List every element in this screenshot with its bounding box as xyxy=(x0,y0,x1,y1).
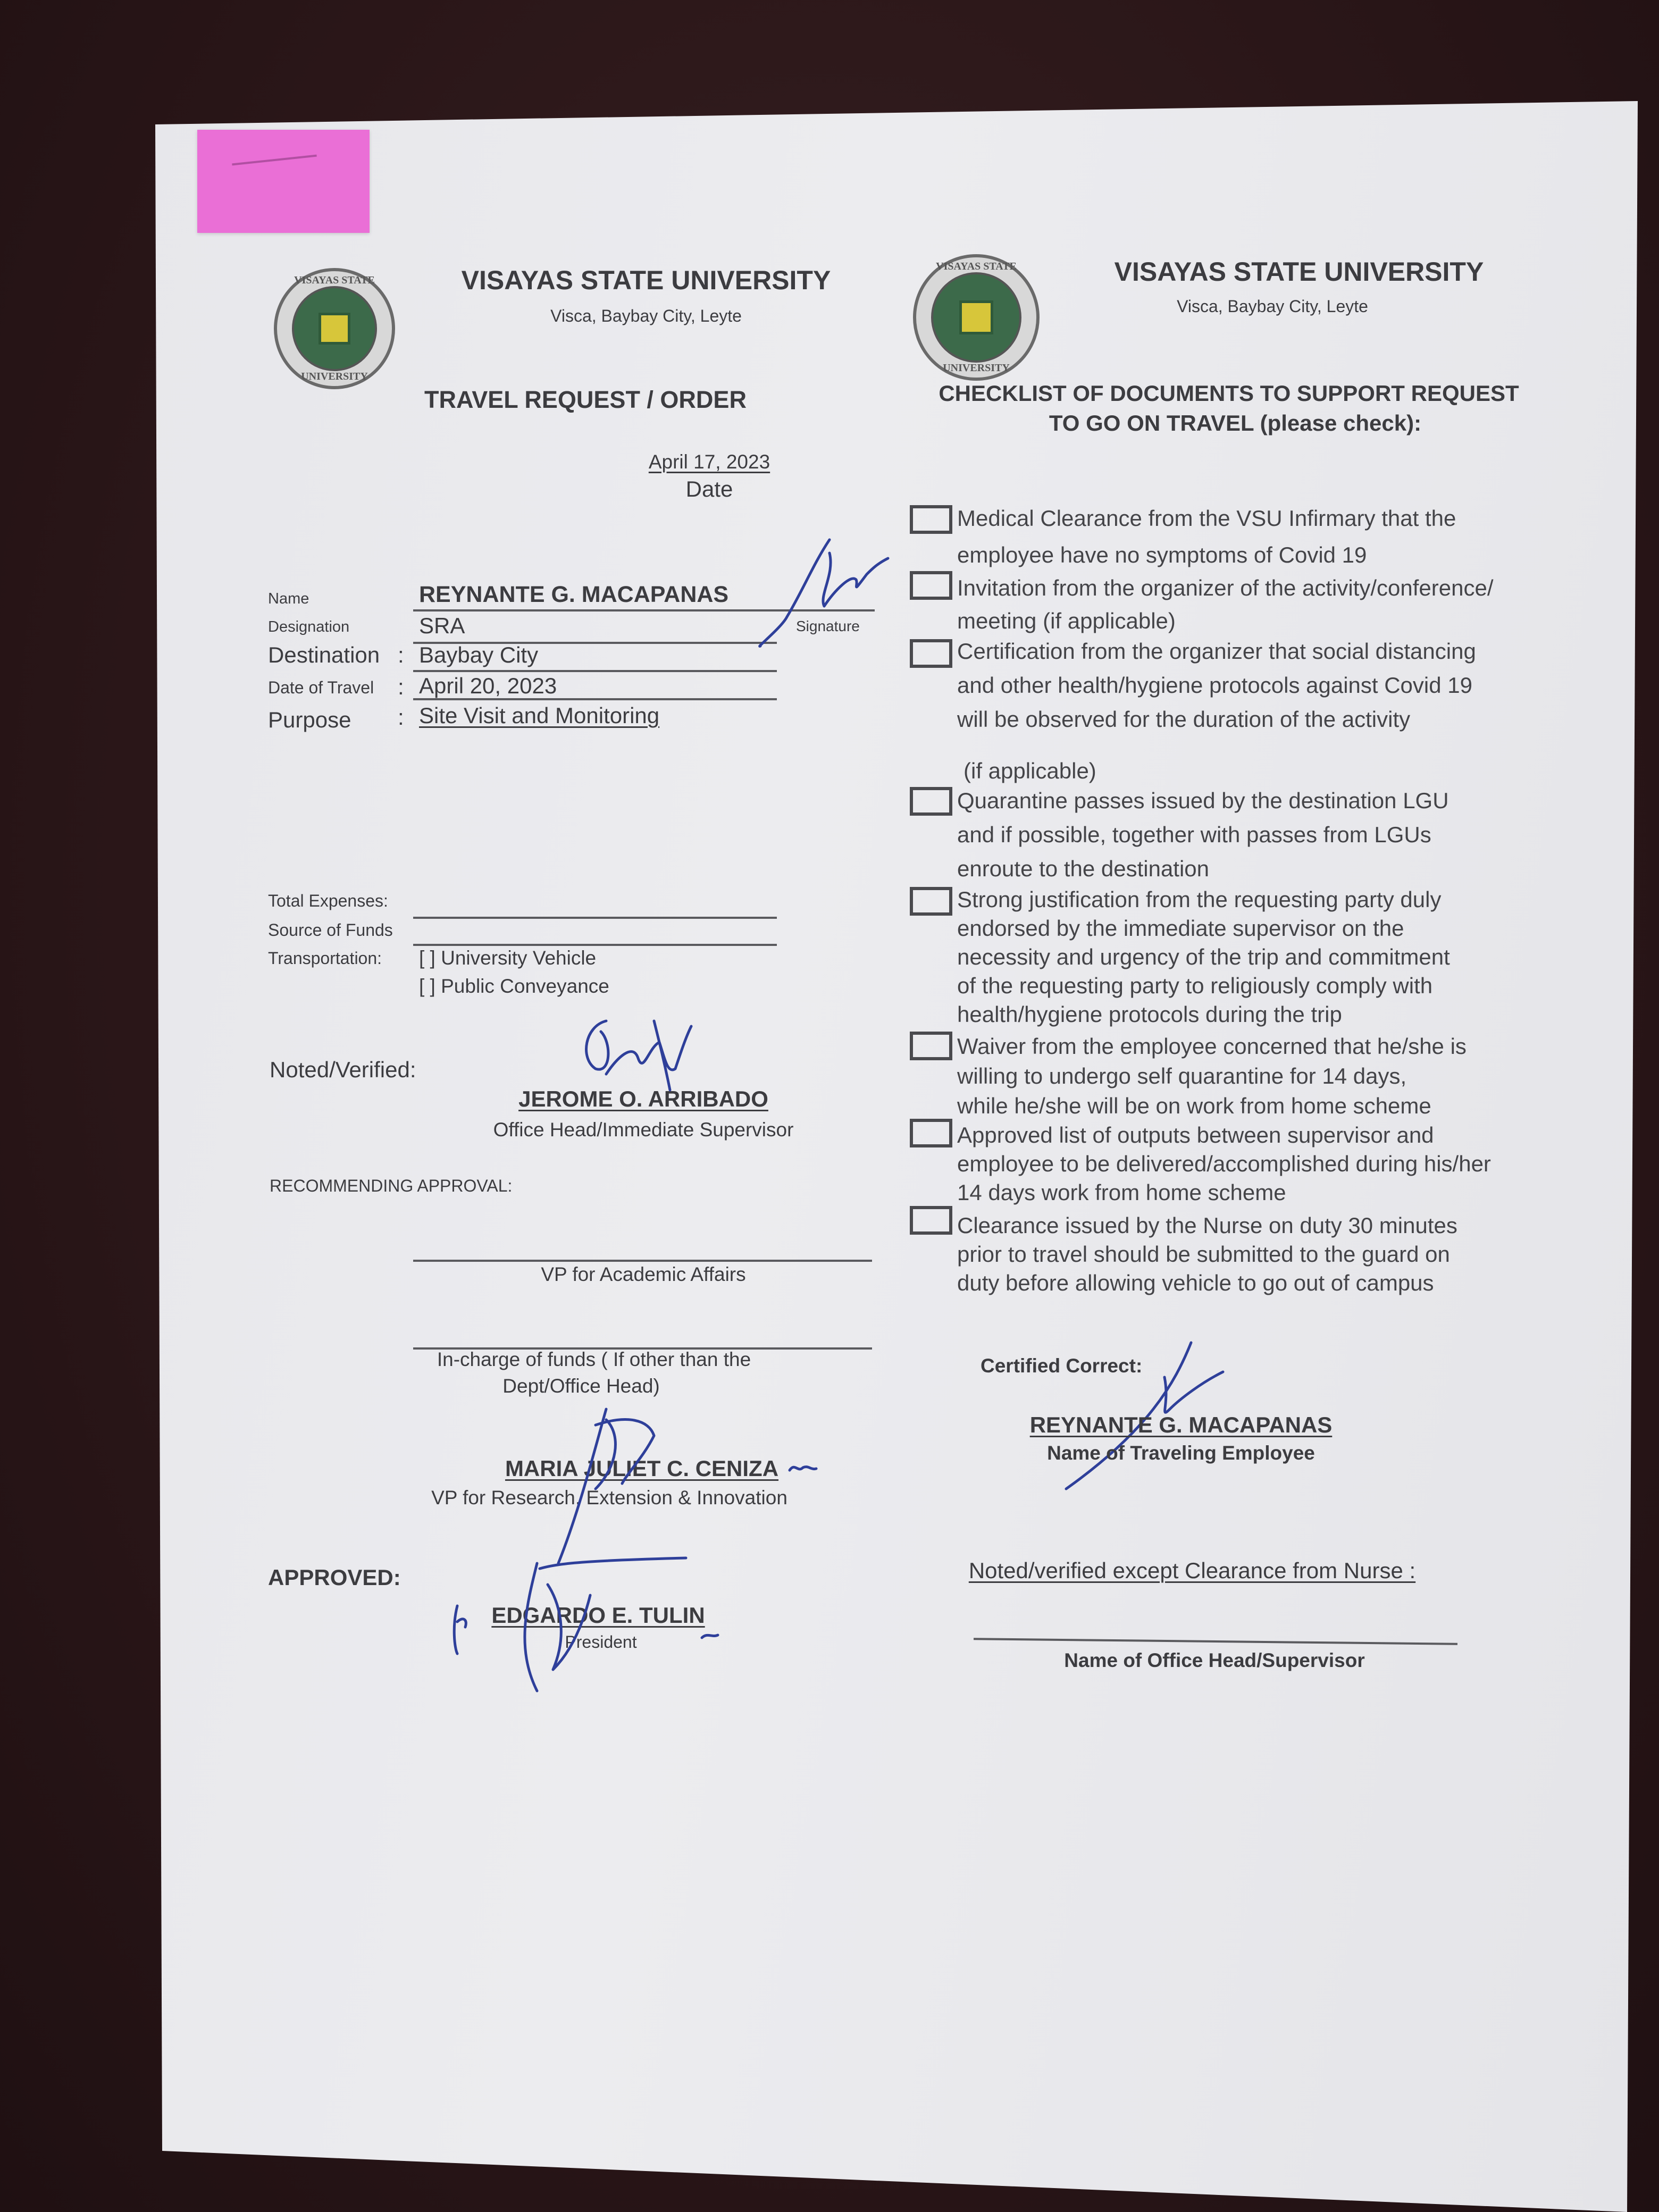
seal-text: VISAYAS STATE xyxy=(294,274,375,286)
designation-label: Designation xyxy=(268,618,350,635)
total-expenses-label: Total Expenses: xyxy=(268,891,388,910)
vp-research-signature xyxy=(542,1404,713,1574)
president-title: President xyxy=(565,1632,637,1652)
office-head-caption: Name of Office Head/Supervisor xyxy=(1064,1649,1365,1671)
incharge-funds-title-2: Dept/Office Head) xyxy=(502,1375,660,1397)
checklist-checkbox-certification[interactable] xyxy=(910,639,952,668)
seal-text: VISAYAS STATE xyxy=(936,261,1017,272)
checklist-title-2: TO GO ON TRAVEL (please check): xyxy=(1049,410,1422,435)
purpose-value: Site Visit and Monitoring xyxy=(419,703,660,728)
vp-research-title: VP for Research, Extension & Innovation xyxy=(431,1487,787,1509)
checklist-checkbox-medical-clearance[interactable] xyxy=(910,505,952,534)
date-of-travel-line xyxy=(413,698,777,700)
checklist-item-certification: Certification from the organizer that social distancing and other health/hygiene protocols against Covid 19 will be observed for the duration of the activity xyxy=(957,639,1476,732)
checklist-title: CHECKLIST OF DOCUMENTS TO SUPPORT REQUEST xyxy=(939,381,1519,406)
signature-label: Signature xyxy=(796,618,860,634)
checklist-checkbox-nurse-clearance[interactable] xyxy=(910,1206,952,1235)
name-value: REYNANTE G. MACAPANAS xyxy=(419,582,729,607)
seal-text: UNIVERSITY xyxy=(301,371,368,382)
certified-correct-label: Certified Correct: xyxy=(981,1355,1143,1377)
destination-label: Destination xyxy=(268,642,380,667)
recommending-approval-label: RECOMMENDING APPROVAL: xyxy=(270,1176,513,1195)
checklist-item-quarantine-passes: Quarantine passes issued by the destination LGU and if possible, together with passes from LGUs enroute to the destination xyxy=(957,788,1449,881)
total-expenses-line xyxy=(413,917,777,919)
checklist-item-certification-note: (if applicable) xyxy=(963,758,1096,783)
noted-verified-label: Noted/Verified: xyxy=(270,1057,416,1082)
date-label: Date xyxy=(685,476,733,501)
source-of-funds-label: Source of Funds xyxy=(268,920,393,940)
destination-line xyxy=(413,670,777,672)
checklist-checkbox-waiver[interactable] xyxy=(910,1032,952,1060)
seal-text: UNIVERSITY xyxy=(943,362,1010,374)
vp-academic-title: VP for Academic Affairs xyxy=(541,1263,746,1285)
colon: : xyxy=(398,705,404,730)
supervisor-name: JEROME O. ARRIBADO xyxy=(518,1086,768,1111)
checklist-checkbox-invitation[interactable] xyxy=(910,571,952,600)
checklist-item-waiver: Waiver from the employee concerned that he/she is willing to undergo self quarantine for 14 days, while he/she will be on work from home scheme xyxy=(957,1034,1467,1118)
date-of-travel-value: April 20, 2023 xyxy=(419,673,557,698)
source-of-funds-line xyxy=(413,944,777,946)
president-name: EDGARDO E. TULIN xyxy=(491,1603,705,1628)
date-of-travel-label: Date of Travel xyxy=(268,678,374,697)
checklist-item-justification: Strong justification from the requesting party duly endorsed by the immediate supervisor on the necessity and urgency of the trip and commitment of the requesting party to religiously comply with health/hygiene protocols during the trip xyxy=(957,887,1450,1027)
designation-value: SRA xyxy=(419,613,465,638)
colon: : xyxy=(398,674,404,699)
university-name-left: VISAYAS STATE UNIVERSITY xyxy=(461,265,831,295)
president-signature xyxy=(447,1553,744,1707)
checklist-item-invitation: Invitation from the organizer of the activity/conference/ meeting (if applicable) xyxy=(957,575,1494,633)
university-address-right: Visca, Baybay City, Leyte xyxy=(1177,297,1368,316)
checklist-item-medical-clearance: Medical Clearance from the VSU Infirmary that the employee have no symptoms of Covid 19 xyxy=(957,506,1456,567)
checklist-checkbox-approved-outputs[interactable] xyxy=(910,1119,952,1147)
university-address-left: Visca, Baybay City, Leyte xyxy=(550,306,742,325)
transport-option-public-conveyance[interactable]: [ ] Public Conveyance xyxy=(419,975,609,997)
supervisor-signature xyxy=(574,1010,713,1101)
name-label: Name xyxy=(268,590,309,607)
traveling-employee-name: REYNANTE G. MACAPANAS xyxy=(1029,1412,1333,1437)
noted-except-label: Noted/verified except Clearance from Nurse : xyxy=(968,1558,1416,1583)
university-name-right: VISAYAS STATE UNIVERSITY xyxy=(1114,257,1484,287)
checklist-checkbox-quarantine-passes[interactable] xyxy=(910,787,952,816)
checklist-item-nurse-clearance: Clearance issued by the Nurse on duty 30 minutes prior to travel should be submitted to the guard on duty before allowing vehicle to go out of campus xyxy=(957,1213,1457,1295)
university-seal-right xyxy=(913,254,1040,381)
incharge-funds-title: In-charge of funds ( If other than the xyxy=(437,1348,751,1370)
checklist-item-approved-outputs: Approved list of outputs between supervisor and employee to be delivered/accomplished during his/her 14 days work from home scheme xyxy=(957,1122,1491,1205)
purpose-label: Purpose xyxy=(268,707,351,732)
traveling-employee-caption: Name of Traveling Employee xyxy=(1047,1442,1315,1464)
request-date: April 17, 2023 xyxy=(648,451,770,473)
approved-label: APPROVED: xyxy=(268,1565,401,1590)
checklist-checkbox-justification[interactable] xyxy=(910,887,952,916)
form-title: TRAVEL REQUEST / ORDER xyxy=(424,386,747,413)
sticky-note xyxy=(197,130,370,233)
initial-mark xyxy=(787,1457,830,1478)
vp-academic-signature-line xyxy=(413,1260,872,1262)
colon: : xyxy=(398,642,404,667)
destination-value: Baybay City xyxy=(419,642,539,667)
employee-signature xyxy=(744,532,904,654)
university-seal-left xyxy=(274,268,395,389)
transport-option-university-vehicle[interactable]: [ ] University Vehicle xyxy=(419,947,597,969)
vp-research-name: MARIA JULIET C. CENIZA xyxy=(505,1456,779,1481)
supervisor-title: Office Head/Immediate Supervisor xyxy=(493,1119,794,1141)
transportation-label: Transportation: xyxy=(268,949,382,968)
